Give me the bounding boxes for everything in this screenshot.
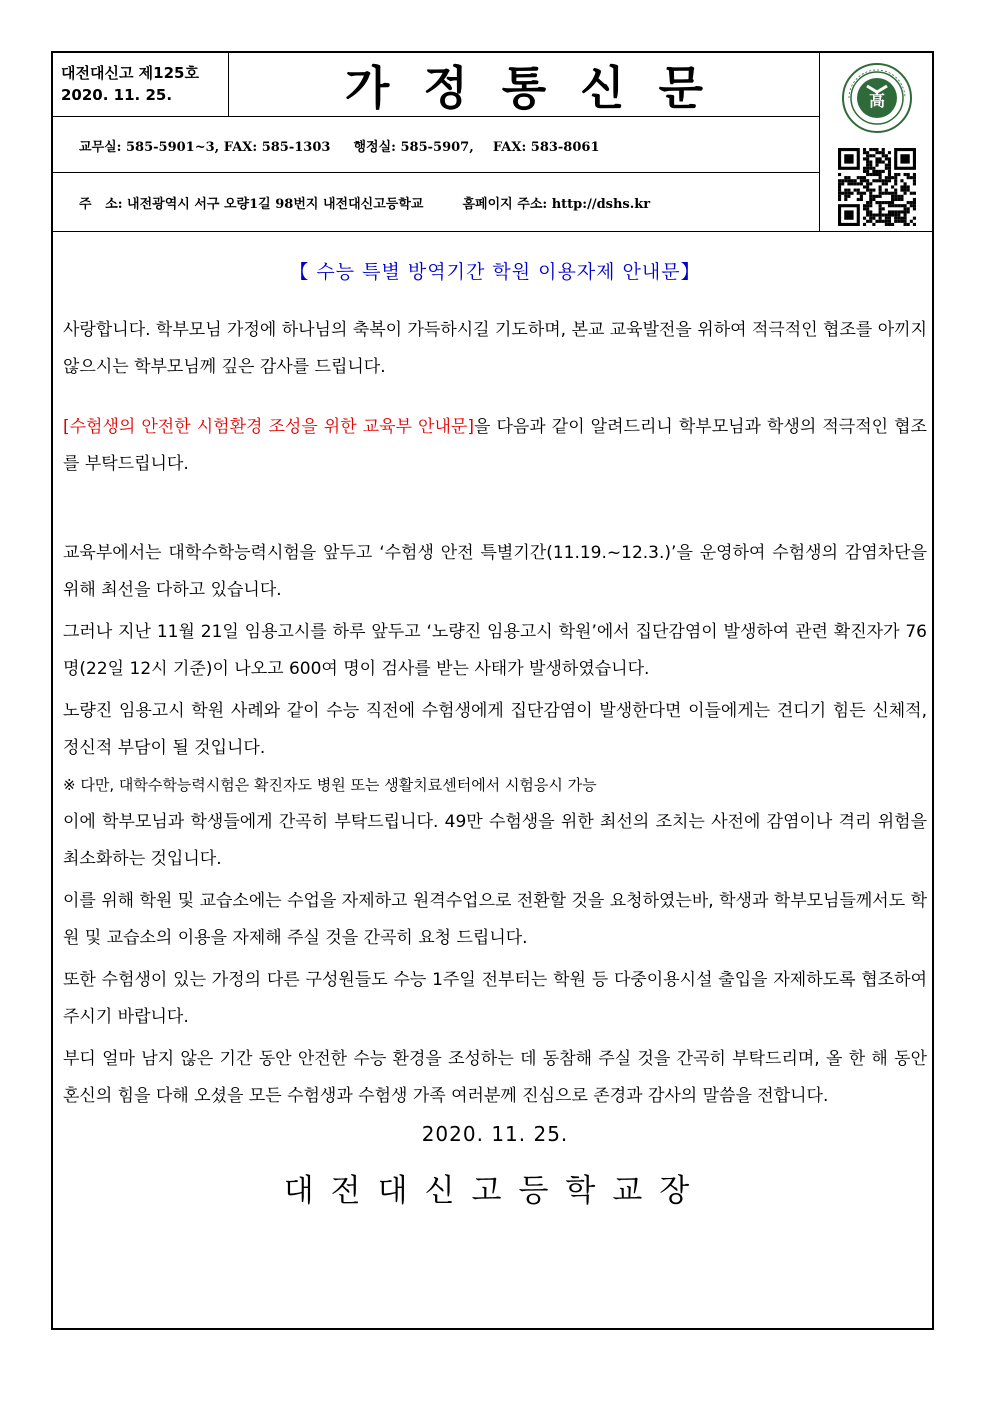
school-emblem-icon (841, 62, 913, 134)
body-paragraph-1: 교육부에서는 대학수학능력시험을 앞두고 ‘수험생 안전 특별기간(11.19.~12.3.)’을 운영하여 수험생의 감염차단을 위해 최선을 다하고 있습니다. (63, 543, 927, 600)
signature-name: 대전대신고등학교장 (283, 1173, 707, 1209)
office-fax: FAX: 585-1303 (223, 140, 331, 155)
qr-code-icon[interactable] (838, 148, 916, 226)
body-paragraph-5: 이를 위해 학원 및 교습소에는 수업을 자제하고 원격수업으로 전환할 것을 요청하였는바, 학생과 학부모님들께서도 학원 및 교습소의 이용을 자제해 주실 것을 간곡히 요청 드립니다. (63, 891, 927, 948)
body-paragraph-2: 그러나 지난 11월 21일 임용고시를 하루 앞두고 ‘노량진 임용고시 학원’에서 집단감염이 발생하여 관련 확진자가 76명(22일 12시 기준)이 나오고 600여 명이 검사를 받는 사태가 발생하였습니다. (63, 622, 927, 679)
address-label: 주 소: (79, 197, 123, 212)
document-body (63, 231, 927, 1210)
exam-note: ※ 다만, 대학수학능력시험은 확진자도 병원 또는 생활치료센터에서 시험응시 가능 (63, 776, 597, 794)
homepage-label: 홈페이지 주소: (462, 197, 548, 212)
admin-phone: 585-5907, (400, 140, 474, 155)
address-value: 내전광역시 서구 오량1길 98번지 내전대신고등학교 (127, 197, 424, 212)
issue-info (53, 53, 229, 116)
signature-date: 2020. 11. 25. (421, 1122, 569, 1146)
office-label: 교무실: (79, 140, 122, 155)
homepage-link[interactable]: http://dshs.kr (551, 197, 651, 212)
issue-date: 2020. 11. 25. (61, 86, 173, 104)
svg-text:高: 高 (868, 91, 886, 110)
qr-code[interactable] (819, 143, 934, 231)
body-paragraph-4: 이에 학부모님과 학생들에게 간곡히 부탁드립니다. 49만 수험생을 위한 최선의 조치는 사전에 감염이나 격리 위험을 최소화하는 것입니다. (63, 812, 927, 869)
intro-paragraph: 사랑합니다. 학부모님 가정에 하나님의 축복이 가득하시길 기도하며, 본교 교육발전을 위하여 적극적인 협조를 아끼지 않으시는 학부모님께 깊은 감사를 드립니다. (63, 320, 927, 377)
school-logo (819, 53, 934, 143)
issue-number: 대전대신고 제125호 (61, 64, 199, 82)
header-title-row (53, 53, 819, 117)
ministry-notice-highlight: [수험생의 안전한 시험환경 조성을 위한 교육부 안내문] (63, 417, 474, 437)
contact-row (53, 116, 819, 173)
admin-label: 행정실: (353, 140, 396, 155)
notice-title: 【 수능 특별 방역기간 학원 이용자제 안내문】 (289, 261, 701, 283)
body-paragraph-3: 노량진 임용고시 학원 사례와 같이 수능 직전에 수험생에게 집단감염이 발생한다면 이들에게는 견디기 힘든 신체적, 정신적 부담이 될 것입니다. (63, 701, 927, 758)
guidance-text: 을 다음과 같이 알려드리니 학부모님과 학생의 적극적인 협조를 부탁드립니다. (63, 417, 927, 474)
document-title: 가정통신문 (344, 60, 738, 115)
office-phone: 585-5901~3, (126, 140, 220, 155)
guidance-paragraph (63, 409, 927, 483)
address-row (53, 173, 819, 231)
body-paragraph-7: 부디 얼마 남지 않은 기간 동안 안전한 수능 환경을 조성하는 데 동참해 주실 것을 간곡히 부탁드리며, 올 한 해 동안 혼신의 힘을 다해 오셨을 모든 수험생과 수험생 가족 여러분께 진심으로 존경과 감사의 말씀을 전합니다. (63, 1049, 927, 1106)
document-frame (51, 51, 934, 1330)
admin-fax: FAX: 583-8061 (492, 140, 600, 155)
body-paragraph-6: 또한 수험생이 있는 가정의 다른 구성원들도 수능 1주일 전부터는 학원 등 다중이용시설 출입을 자제하도록 협조하여 주시기 바랍니다. (63, 970, 927, 1027)
